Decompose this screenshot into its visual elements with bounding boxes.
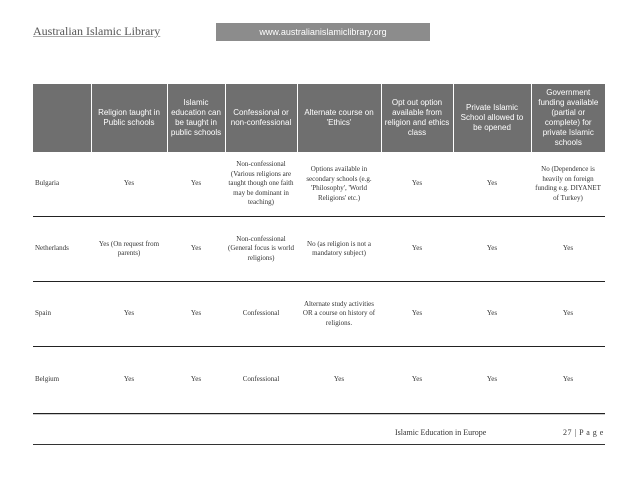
- header-cell-opt-out: Opt out option available from religion and ethics class: [381, 84, 453, 152]
- table-cell: Yes: [167, 282, 225, 347]
- table-cell: Non-confessional (General focus is world religions): [225, 217, 297, 282]
- header-cell-religion-taught: Religion taught in Public schools: [91, 84, 167, 152]
- table-bottom-divider: [33, 414, 605, 415]
- header-cell-ethics: Alternate course on 'Ethics': [297, 84, 381, 152]
- table-cell: No (Dependence is heavily on foreign funding e.g. DIYANET of Turkey): [531, 152, 605, 217]
- table-cell: Belgium: [33, 347, 91, 414]
- header-cell-government-funding: Government funding available (partial or complete) for private Islamic schools: [531, 84, 605, 152]
- table-cell: Yes: [381, 282, 453, 347]
- footer-title: Islamic Education in Europe: [395, 428, 487, 437]
- table-cell: Yes: [453, 217, 531, 282]
- table-cell: Confessional: [225, 282, 297, 347]
- table-cell: Yes: [531, 217, 605, 282]
- table-cell: Yes: [381, 347, 453, 414]
- table-cell: No (as religion is not a mandatory subject): [297, 217, 381, 282]
- table-header-row: [33, 84, 605, 152]
- table-cell: Yes: [91, 152, 167, 217]
- comparison-table: [33, 84, 605, 414]
- table-cell: Confessional: [225, 347, 297, 414]
- table-cell: Yes: [453, 152, 531, 217]
- header-cell-confessional: Confessional or non-confessional: [225, 84, 297, 152]
- table-cell: Netherlands: [33, 217, 91, 282]
- table-row: [33, 282, 605, 347]
- table-cell: Yes: [167, 347, 225, 414]
- footer-divider: [33, 444, 605, 445]
- table-cell: Bulgaria: [33, 152, 91, 217]
- table-cell: Yes: [91, 347, 167, 414]
- site-url-banner[interactable]: www.australianislamiclibrary.org: [216, 23, 430, 41]
- table-cell: Spain: [33, 282, 91, 347]
- table-row: [33, 347, 605, 414]
- table-cell: Alternate study activities OR a course on history of religions.: [297, 282, 381, 347]
- table-cell: Yes: [91, 282, 167, 347]
- table-cell: Yes: [531, 282, 605, 347]
- header-cell-islamic-education: Islamic education can be taught in public schools: [167, 84, 225, 152]
- header-cell-private-school: Private Islamic School allowed to be opened: [453, 84, 531, 152]
- table-cell: Yes: [453, 282, 531, 347]
- comparison-table-container: [33, 84, 605, 414]
- table-cell: Yes: [167, 152, 225, 217]
- page-number: 27 | P a g e: [563, 428, 604, 437]
- table-cell: Yes: [381, 217, 453, 282]
- header-cell-country: [33, 84, 91, 152]
- table-cell: Yes: [531, 347, 605, 414]
- table-cell: Yes: [453, 347, 531, 414]
- table-cell: Yes: [297, 347, 381, 414]
- table-cell: Yes (On request from parents): [91, 217, 167, 282]
- table-cell: Non-confessional (Various religions are taught though one faith may be dominant in teaching): [225, 152, 297, 217]
- site-title: Australian Islamic Library: [33, 24, 161, 38]
- table-row: [33, 152, 605, 217]
- table-cell: Yes: [381, 152, 453, 217]
- table-cell: Yes: [167, 217, 225, 282]
- table-cell: Options available in secondary schools (e.g. 'Philosophy', 'World Religions' etc.): [297, 152, 381, 217]
- table-row: [33, 217, 605, 282]
